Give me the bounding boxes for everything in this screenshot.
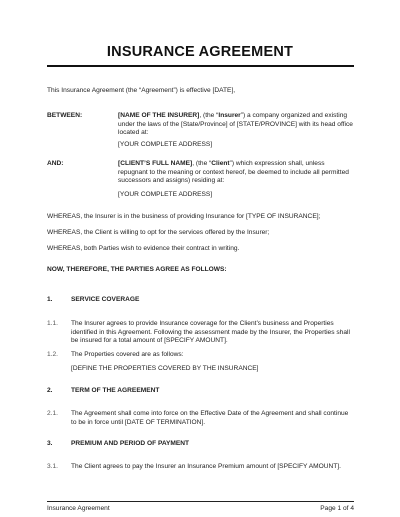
whereas-3: WHEREAS, both Parties wish to evidence their contract in writing. (47, 245, 240, 252)
between-line-3: located at: (118, 129, 149, 136)
clause-1-1-number: 1.1. (47, 320, 58, 327)
and-label: AND: (47, 160, 64, 167)
between-line-1: [NAME OF THE INSURER], (the “Insurer”) a company organized and existing (118, 112, 348, 119)
intro-text: This Insurance Agreement (the “Agreement”) is effective [DATE], (47, 87, 236, 94)
client-name: [CLIENT’S FULL NAME] (118, 160, 193, 167)
whereas-1: WHEREAS, the Insurer is in the business of providing Insurance for [TYPE OF INSURANCE]; (47, 213, 321, 220)
footer-rule (47, 501, 354, 502)
section-1-heading: SERVICE COVERAGE (71, 296, 140, 303)
clause-3-1-number: 3.1. (47, 463, 58, 470)
clause-1-1-line-2: identified in this Agreement. Following the assessment made by the Insurer, the Properties shall (71, 328, 350, 336)
insurer-address: [YOUR COMPLETE ADDRESS] (118, 141, 213, 148)
insurer-role: Insurer (218, 112, 241, 119)
clause-3-1-line-1: The Client agrees to pay the Insurer an Insurance Premium amount of [SPECIFY AMOUNT]. (71, 463, 341, 470)
footer-page-number: Page 1 of 4 (320, 505, 354, 512)
section-3-heading: PREMIUM AND PERIOD OF PAYMENT (71, 440, 190, 447)
insurer-name: [NAME OF THE INSURER] (118, 112, 200, 119)
clause-1-1-line-3: be insured for a total amount of [SPECIFY AMOUNT]. (71, 337, 228, 344)
and-line-2: repugnant to the meaning or context hereof, be deemed to include all permitted (118, 168, 349, 176)
clause-1-2-line-1: The Properties covered are as follows: (71, 351, 184, 358)
and-line-1: [CLIENT’S FULL NAME], (the “Client”) which expression shall, unless (118, 160, 325, 167)
now-therefore-heading: NOW, THEREFORE, THE PARTIES AGREE AS FOLLOWS: (47, 266, 227, 273)
client-address: [YOUR COMPLETE ADDRESS] (118, 191, 213, 198)
title-rule (47, 65, 354, 67)
between-line-2: under the laws of the [State/Province] of [STATE/PROVINCE] with its head office (118, 120, 353, 128)
footer-document-name: Insurance Agreement (47, 505, 110, 512)
section-3-number: 3. (47, 440, 53, 447)
section-1-number: 1. (47, 296, 53, 303)
clause-2-1-number: 2.1. (47, 410, 58, 417)
clause-1-2-properties: [DEFINE THE PROPERTIES COVERED BY THE INSURANCE] (71, 365, 259, 372)
section-2-heading: TERM OF THE AGREEMENT (71, 387, 160, 394)
clause-1-1-line-1: The Insurer agrees to provide Insurance coverage for the Client’s business and Properties (71, 320, 334, 327)
clause-1-2-number: 1.2. (47, 351, 58, 358)
clause-2-1-line-2: to be in force until [DATE OF TERMINATION]. (71, 418, 206, 426)
whereas-2: WHEREAS, the Client is willing to opt for the services offered by the Insurer; (47, 229, 270, 236)
client-role: Client (211, 160, 230, 167)
section-2-number: 2. (47, 387, 53, 394)
document-title: INSURANCE AGREEMENT (106, 44, 294, 60)
clause-2-1-line-1: The Agreement shall come into force on the Effective Date of the Agreement and shall continue (71, 410, 349, 417)
between-label: BETWEEN: (47, 112, 83, 119)
and-line-3: successors and assigns) residing at: (118, 177, 225, 184)
